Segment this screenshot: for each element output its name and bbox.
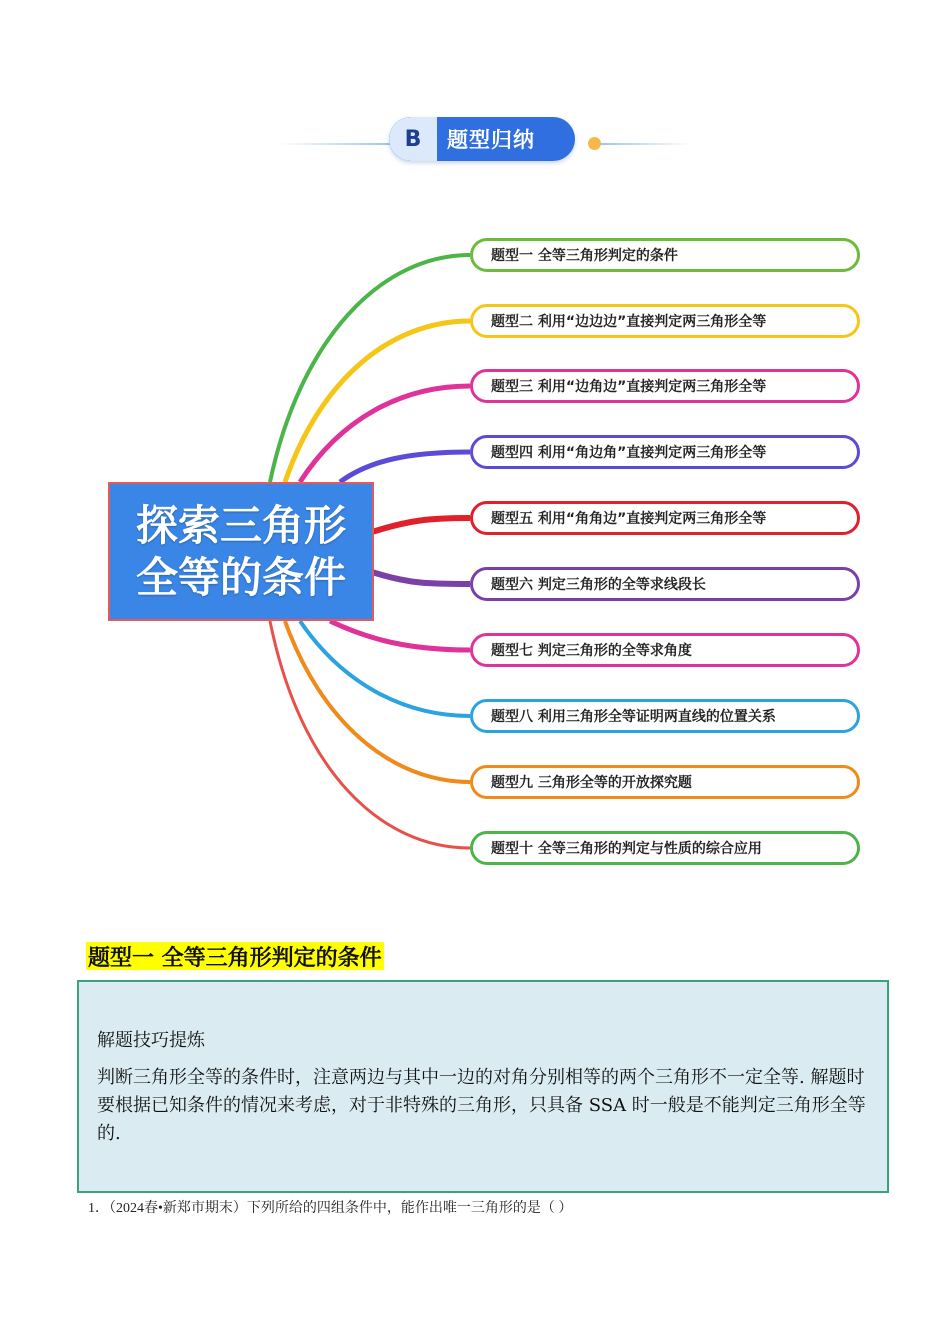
topic-node-10[interactable] [470,831,860,865]
branch-9 [285,621,470,782]
banner-line-left [280,143,390,145]
topic-node-4[interactable] [470,435,860,469]
topic-node-6[interactable] [470,567,860,601]
topic-node-label: 题型四 利用“角边角”直接判定两三角形全等 [491,445,767,461]
topic-node-5[interactable] [470,501,860,535]
tips-box [77,980,889,1193]
topic-node-label: 题型五 利用“角角边”直接判定两三角形全等 [491,511,767,527]
topic-node-8[interactable] [470,699,860,733]
banner-pill [389,117,575,161]
topic-node-label: 题型二 利用“边边边”直接判定两三角形全等 [491,314,767,330]
section-banner [280,115,690,165]
topic-node-label: 题型七 判定三角形的全等求角度 [491,643,692,659]
branch-4 [340,452,470,482]
banner-line-right [600,143,690,145]
topic-node-2[interactable] [470,304,860,338]
mind-map [0,220,950,880]
topic-node-1[interactable] [470,238,860,272]
topic-node-label: 题型八 利用三角形全等证明两直线的位置关系 [491,709,776,725]
branch-5 [372,518,470,532]
topic-node-label: 题型九 三角形全等的开放探究题 [491,775,692,791]
tips-body: 判断三角形全等的条件时，注意两边与其中一边的对角分别相等的两个三角形不一定全等. 解题时要根据已知条件的情况来考虑，对于非特殊的三角形，只具备 SSA 时一般是不能判定三角形全等的. [97,1067,866,1144]
topic-node-label: 题型一 全等三角形判定的条件 [491,248,678,264]
branch-2 [285,321,470,482]
branch-7 [330,621,470,650]
topic-node-9[interactable] [470,765,860,799]
branch-6 [372,572,470,584]
question-1: 1．（2024春•新郑市期末）下列所给的四组条件中，能作出唯一三角形的是（ ） [88,1201,573,1216]
tips-title: 解题技巧提炼 [97,1030,205,1051]
banner-title: 题型归纳 [447,128,535,152]
topic-node-label: 题型十 全等三角形的判定与性质的综合应用 [491,841,762,857]
topic-node-3[interactable] [470,369,860,403]
center-line-1: 探索三角形 [135,500,346,550]
topic-node-label: 题型三 利用“边角边”直接判定两三角形全等 [491,379,767,395]
mind-map-center-node [108,482,374,621]
topic-node-7[interactable] [470,633,860,667]
topic-node-label: 题型六 判定三角形的全等求线段长 [491,577,706,593]
section-heading: 题型一 全等三角形判定的条件 [86,942,384,970]
center-line-2: 全等的条件 [135,552,346,602]
banner-letter: B [389,117,437,161]
